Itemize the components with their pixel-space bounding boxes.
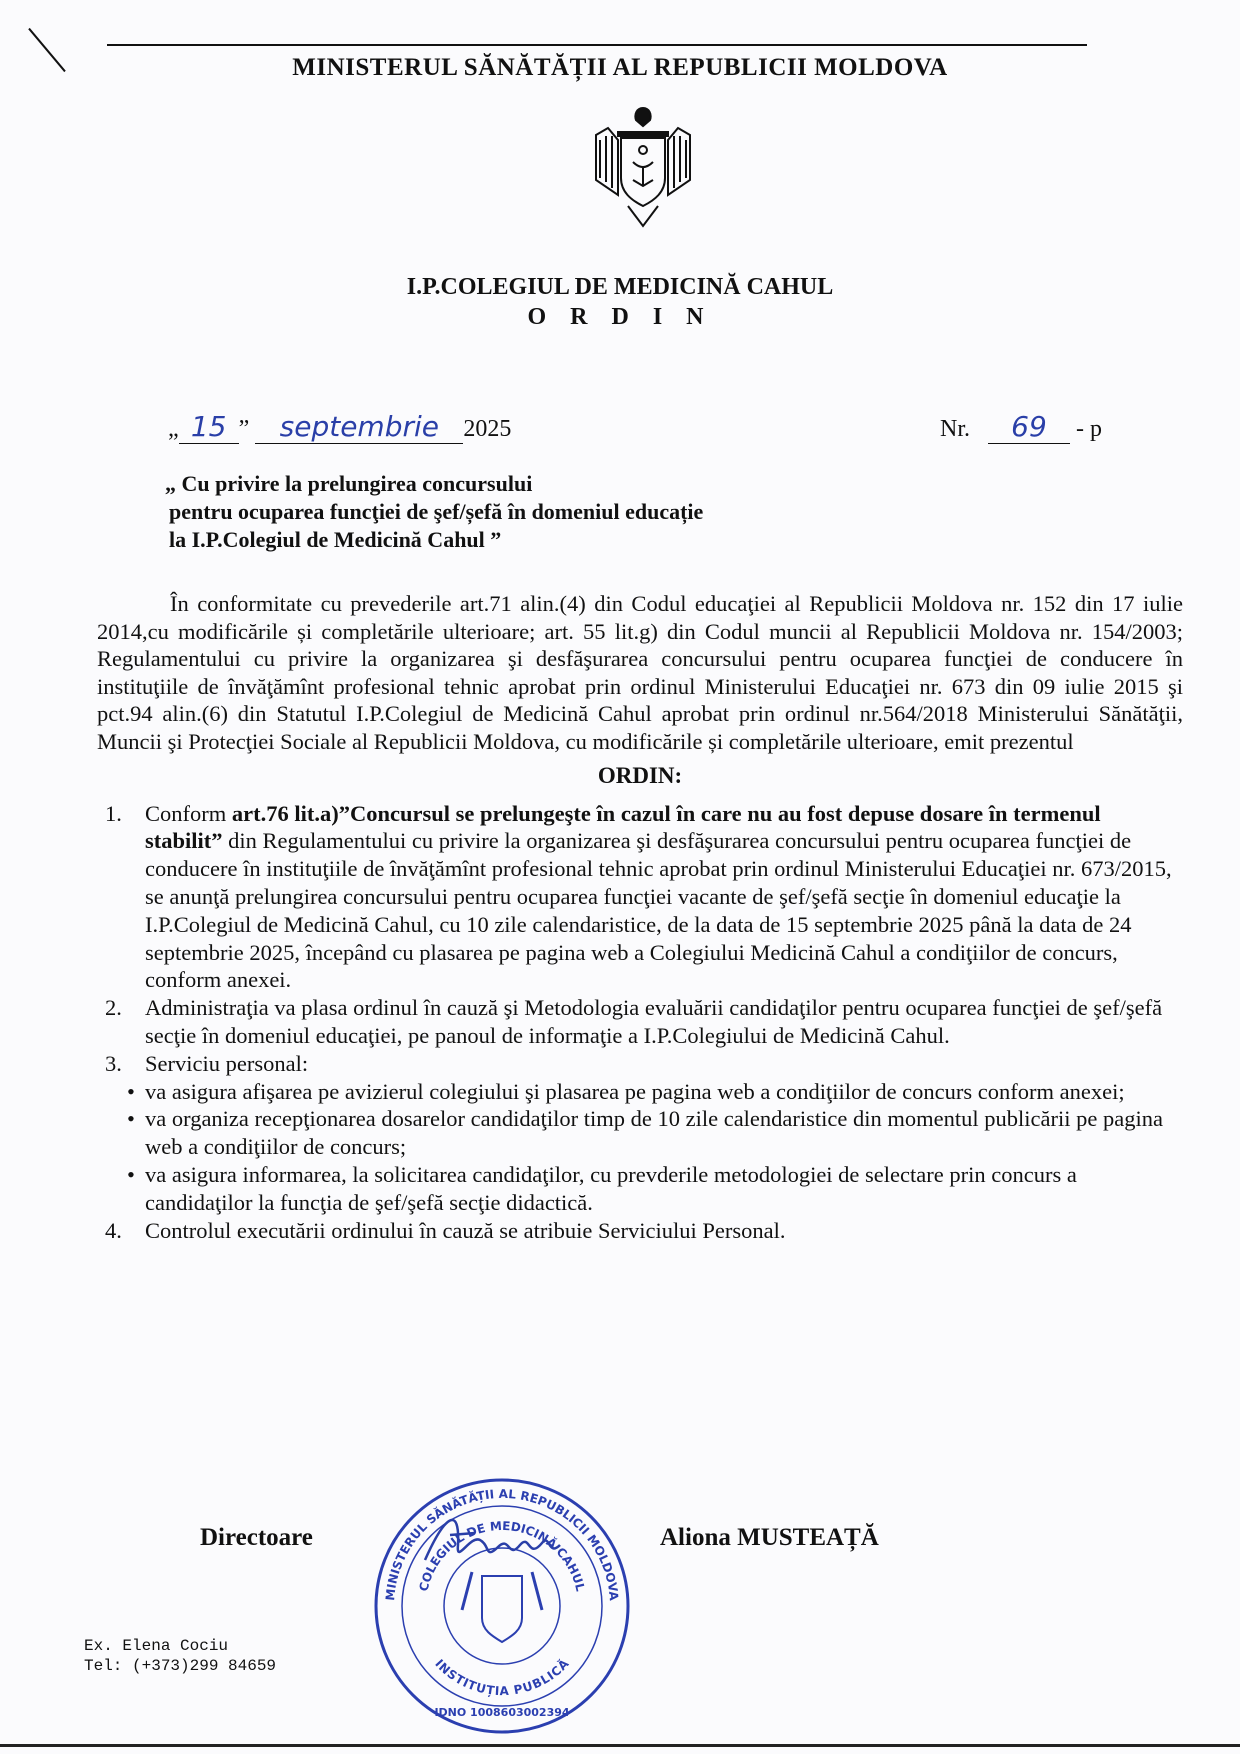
item-text: din Regulamentului cu privire la organizarea şi desfăşurarea concursului pentru ocuparea funcţiei de conducere în instituţiile de învăţămînt profesional tehnic aprobat prin ordinul Ministerului Educaţiei nr. 673/2015, se anunţă prelungirea concursului pentru ocuparea funcţiei vacante de şef/şefă secţie în domeniul educaţie la I.P.Colegiul de Medicină Cahul, cu 10 zile calendaristice, de la data de 15 septembrie 2025 până la data de 24 septembrie 2025, începând cu plasarea pe pagina web a Colegiului Medicină Cahul a condiţiilor de concurs, conform anexei. [145,828,1172,993]
item-text: Controlul executării ordinului în cauză se atribuie Serviciului Personal. [145,1217,786,1243]
signatory-name: Aliona MUSTEAȚĂ [660,1524,879,1551]
list-item [105,1105,1180,1161]
coat-of-arms-emblem [588,100,698,235]
subject-line: la I.P.Colegiul de Medicină Cahul ” [169,527,502,552]
header-rule [107,44,1087,46]
number-suffix: - p [1076,416,1102,442]
signatory-title: Directoare [200,1524,313,1551]
svg-text:INSTITUȚIA PUBLICĂ [432,1655,571,1698]
order-number [940,410,1102,444]
handwritten-month: septembrie [279,410,439,443]
list-item [105,1161,1180,1217]
order-date [168,410,511,444]
stamp-idno: IDNO 1008603002394 [434,1706,570,1719]
order-body [97,590,1183,1244]
order-items [97,800,1180,1245]
list-item [105,1078,1180,1106]
item-text: Administraţia va plasa ordinul în cauză şi Metodologia evaluării candidaţilor pentru ocuparea funcţiei de şef/şefă secţie în domeniul educaţiei, pe panoul de informaţie a I.P.Colegiului de Medicină Cahul. [145,995,1163,1048]
ministry-title: MINISTERUL SĂNĂTĂȚII AL REPUBLICII MOLDOVA [292,54,948,81]
handwritten-number: 69 [1011,410,1047,443]
item-number: 3. [105,1050,122,1076]
stamp-inner-text: COLEGIUL DE MEDICINĂ CAHUL [416,1518,588,1593]
handwritten-signature [420,1505,570,1580]
year: 2025 [463,416,512,442]
item-quoted-article: art.76 lit.a)”Concursul se prelungeşte în cazul în care nu au fost depuse dosare în termenul stabilit” [145,800,1101,854]
order-item-2 [105,994,1180,1050]
bullet-icon: • [127,1106,135,1132]
stamp-outer-text: MINISTERUL SĂNĂTĂȚII AL REPUBLICII MOLDOVA [383,1486,621,1602]
bullet-icon: • [127,1078,135,1104]
stamp-bottom-text: INSTITUȚIA PUBLICĂ [432,1656,572,1698]
subject-line: „ Cu privire la prelungirea concursului [165,471,533,496]
footer-rule [0,1744,1240,1747]
item-text: Serviciu personal: [145,1050,309,1076]
order-item-4 [105,1217,1180,1245]
item-number: 4. [105,1217,122,1243]
order-item-1 [105,800,1180,995]
bullet-text: va organiza recepţionarea dosarelor candidaţilor timp de 10 zile calendaristice din momentul publicării pe pagina web a condiţiilor de concurs; [145,1106,1163,1160]
bullet-text: va asigura informarea, la solicitarea candidaţilor, cu prevderile metodologiei de selectare prin concurs a candidaţilor la funcţia de şef/şefă secţie didactică. [145,1161,1077,1215]
item-number: 1. [105,800,122,826]
institution-title: I.P.COLEGIUL DE MEDICINĂ CAHUL [406,274,834,300]
executor-phone: Tel: (+373)299 84659 [84,1657,277,1675]
ordin-heading: ORDIN: [597,762,683,788]
close-quote: ” [238,416,250,442]
item-number: 2. [105,995,122,1021]
bullet-text: va asigura afişarea pe avizierul colegiului şi plasarea pe pagina web a condiţiilor de concurs conform anexei; [145,1078,1125,1104]
open-quote: „ [168,416,179,442]
nr-label: Nr. [940,416,970,442]
bullet-icon: • [127,1161,135,1187]
order-item-3 [105,1050,1180,1078]
subject-line: pentru ocuparea funcţiei de şef/șefă în domeniul educație [169,499,704,524]
executor-info [84,1636,276,1676]
order-subject [165,470,703,554]
handwritten-day: 15 [190,410,227,443]
preamble-paragraph: În conformitate cu prevederile art.71 alin.(4) din Codul educaţiei al Republicii Moldova nr. 152 din 17 iulie 2014,cu modificările și completările ulterioare; art. 55 lit.g) din Codul muncii al Republicii Moldova nr. 154/2003; Regulamentului cu privire la organizarea şi desfăşurarea concursului pentru ocuparea funcţiei de conducere în instituţiile de învăţămînt profesional tehnic aprobat prin ordinul Ministerului Educaţiei nr. 673 din 09 iulie 2015 şi pct.94 alin.(6) din Statutul I.P.Colegiul de Medicină Cahul aprobat prin ordinul nr.564/2018 Ministerului Sănătăţii, Muncii şi Protecţiei Sociale al Republicii Moldova, cu modificările și completările ulterioare, emit prezentul [97,591,1183,754]
executor-name: Ex. Elena Cociu [84,1637,229,1655]
item-prefix: Conform [145,800,232,826]
document-type: O R D I N [527,304,713,330]
